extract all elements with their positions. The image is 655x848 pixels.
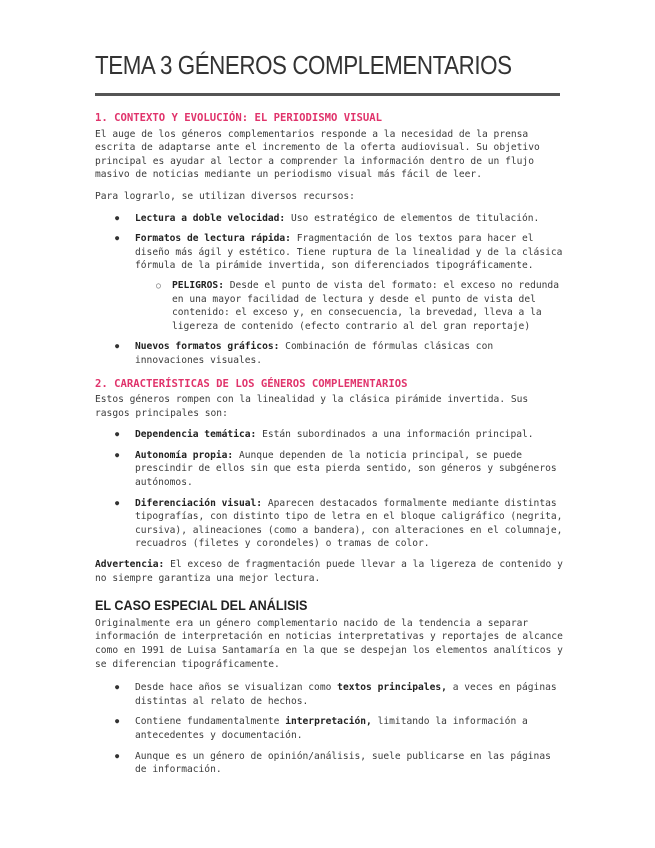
list-item-label: Formatos de lectura rápida: [135,233,291,245]
list-item-text: Uso estratégico de elementos de titulación. [285,212,540,224]
list-item-bold: interpretación, [285,716,372,728]
list-item-bold: textos principales, [337,682,447,694]
section-1-paragraph: El auge de los géneros complementarios responde a la necesidad de la prensa escrita de adaptarse ante el incremento de la oferta audiovisual. Su objetivo principal es ayudar al lector a comprender la información dentro de un flujo masivo de noticias mediante un periodismo visual más fácil de leer. [95,128,540,181]
list-item-text: Están subordinados a una información principal. [256,429,534,441]
list-item [95,212,565,226]
sub-list [135,279,565,333]
section-3-paragraph: Originalmente era un género complementario nacido de la tendencia a separar información de interpretación en noticias interpretativas y reportajes de alcance como en 1991 de Luisa Santamaría en la que se despejan los elementos analíticos y se diferencian tipográficamente. [95,617,563,670]
list-item-text: Aparecen destacados formalmente mediante distintas tipografías, con distinto tipo de letra en el bloque caligráfico (negrita, cursiva), alineaciones (como a bandera), con alteraciones en el columnaje, recuadros (filetes y corondeles) o tramas de color. [135,497,563,550]
section-2-paragraph: Estos géneros rompen con la linealidad y la clásica pirámide invertida. Sus rasgos principales son: [95,394,529,419]
list-item-text-after: limitando la información a antecedentes y documentación. [135,716,528,741]
sub-list-item [135,279,565,333]
list-item [95,232,565,333]
list-item-text-before: Aunque es un género de opinión/análisis, suele publicarse en las páginas de información. [135,750,551,776]
list-item-label: Diferenciación visual: [135,497,263,509]
list-item [95,497,565,551]
section-1-heading: 1. CONTEXTO Y EVOLUCIÓN: EL PERIODISMO VISUAL [95,112,383,124]
list-item-label: Dependencia temática: [135,429,257,441]
list-item-text-before: Desde hace años se visualizan como [135,682,338,694]
list-item-text-before: Contiene fundamentalmente [135,716,286,728]
list-item-text: Fragmentación de los textos para hacer el diseño más ágil y estético. Tiene ruptura de la linealidad y de la clásica fórmula de la pirámide invertida, son diferenciados tipográficamente. [135,233,563,272]
warning-label: Advertencia: [95,559,165,571]
warning-text: El exceso de fragmentación puede llevar a la ligereza de contenido y no siempre garantiza una mejor lectura. [95,559,563,584]
list-item-label: Autonomía propia: [135,449,234,461]
list-item [95,750,565,777]
list-item [95,681,565,708]
document-body [95,112,565,784]
list-item-label: Lectura a doble velocidad: [135,212,286,224]
list-item-label: Nuevos formatos gráficos: [135,341,280,353]
section-3-heading: EL CASO ESPECIAL DEL ANÁLISIS [95,597,308,614]
section-2-heading: 2. CARACTERÍSTICAS DE LOS GÉNEROS COMPLEMENTARIOS [95,377,408,390]
section-1-intro: Para lograrlo, se utilizan diversos recursos: [95,190,355,202]
sub-list-item-text: Desde el punto de vista del formato: el exceso no redunda en una mayor facilidad de lectura y desde el punto de vista del contenido: el exceso y, en consecuencia, la brevedad, lleva a la ligereza de contenido (efecto contrario al del gran reportaje) [172,279,559,332]
list-item [95,340,565,367]
section-3-list [95,681,565,777]
sub-list-item-label: PELIGROS: [172,279,224,291]
document-title: TEMA 3 GÉNEROS COMPLEMENTARIOS [95,50,512,80]
section-1-list [95,212,565,368]
list-item [95,715,565,742]
title-underline [95,93,560,96]
list-item-text: Combinación de fórmulas clásicas con innovaciones visuales. [135,341,494,366]
list-item-text: Aunque dependen de la noticia principal, se puede prescindir de ellos sin que esta pierda sentido, son géneros y subgéneros autónomos. [135,449,557,489]
warning-note [95,558,565,585]
list-item [95,428,565,442]
list-item [95,449,565,490]
section-2-list [95,428,565,551]
list-item-text-after: a veces en páginas distintas al relato de hechos. [135,682,557,707]
